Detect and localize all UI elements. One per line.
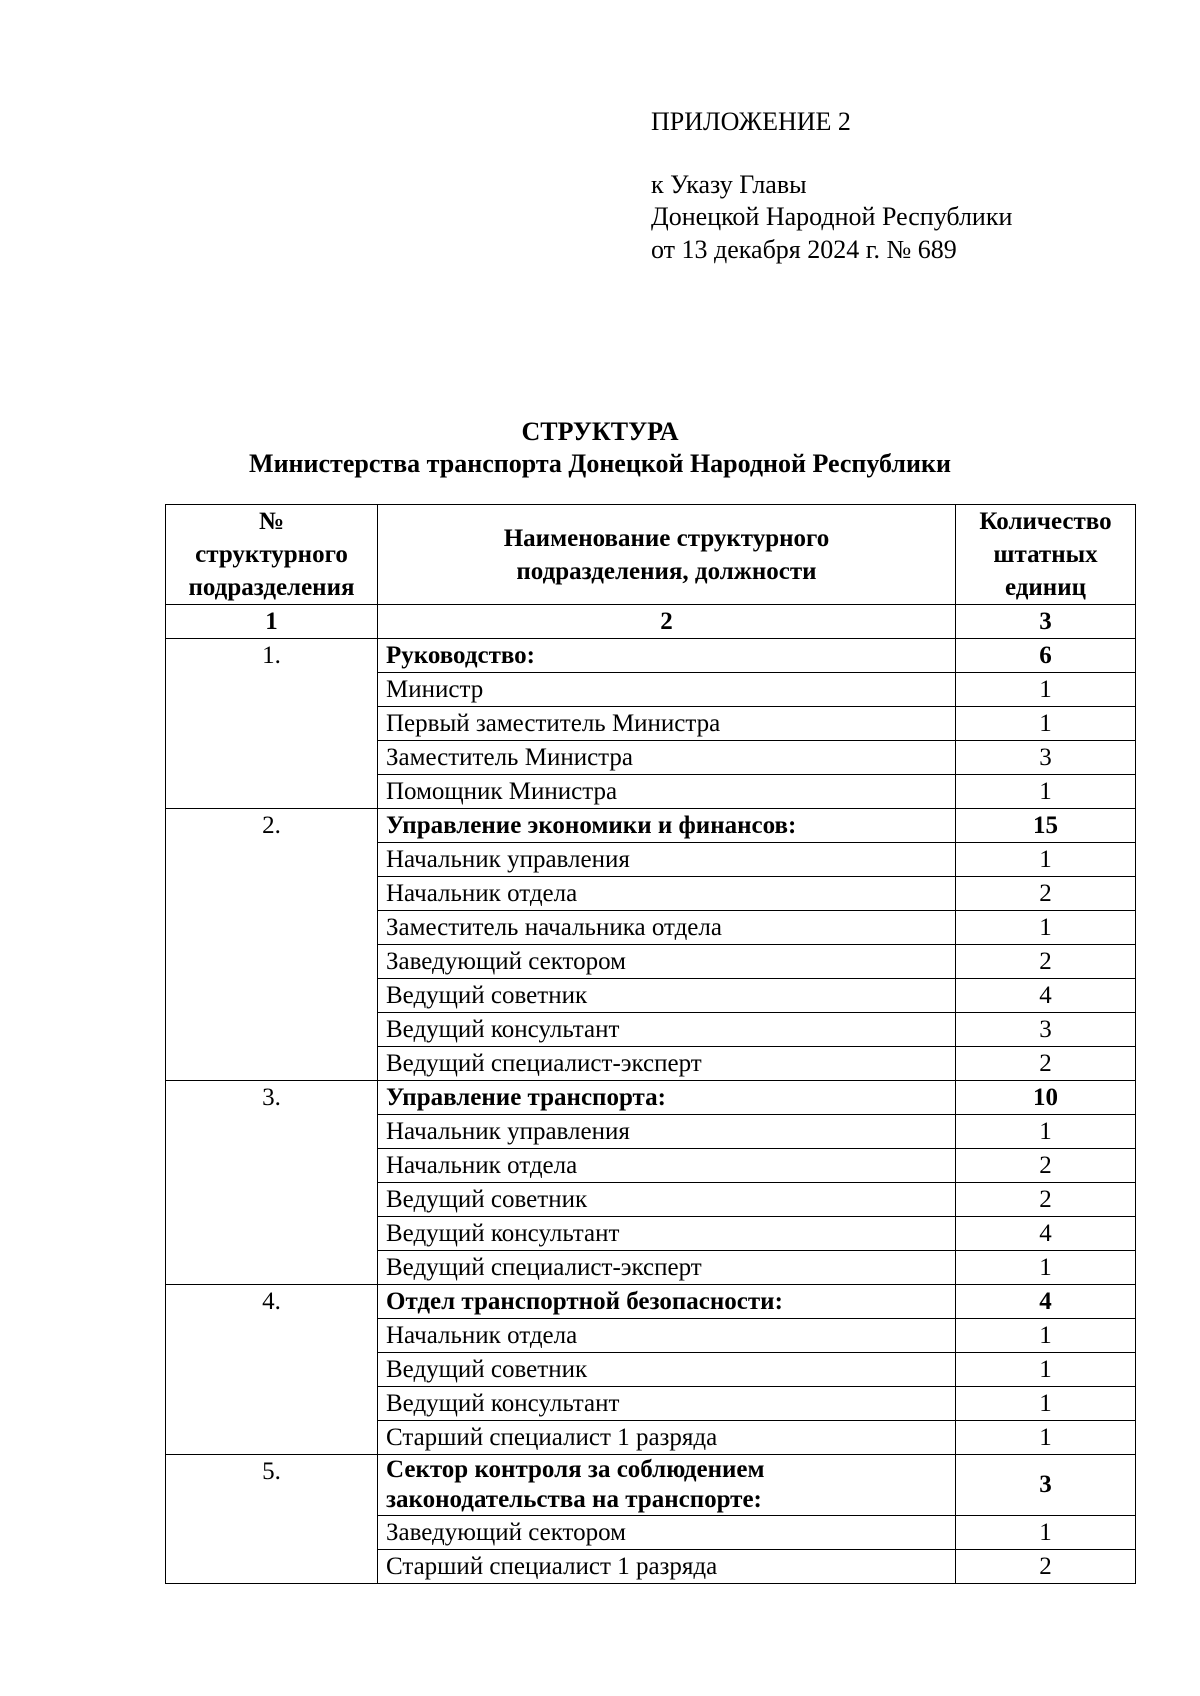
position-qty: 1 [956, 911, 1136, 945]
column-number: 2 [378, 605, 956, 639]
position-name: Заведующий сектором [378, 945, 956, 979]
position-qty: 2 [956, 1047, 1136, 1081]
section-name: Руководство: [378, 639, 956, 673]
section-name: Управление экономики и финансов: [378, 809, 956, 843]
position-qty: 1 [956, 1115, 1136, 1149]
section-total: 3 [956, 1455, 1136, 1516]
position-name: Заместитель начальника отдела [378, 911, 956, 945]
position-name: Старший специалист 1 разряда [378, 1421, 956, 1455]
position-qty: 4 [956, 1217, 1136, 1251]
position-qty: 1 [956, 1516, 1136, 1550]
header-unit-name-line: подразделения, должности [516, 557, 817, 585]
section-total: 15 [956, 809, 1136, 843]
position-name: Первый заместитель Министра [378, 707, 956, 741]
section-number: 4. [166, 1285, 378, 1455]
header-staff-count-line: Количество [979, 508, 1112, 535]
section-row [166, 1285, 1136, 1319]
document-subtitle: Министерства транспорта Донецкой Народной Республики [249, 449, 951, 478]
annex-reference-line-3: от 13 декабря 2024 г. № 689 [651, 234, 957, 264]
position-qty: 1 [956, 707, 1136, 741]
position-name: Начальник отдела [378, 1319, 956, 1353]
header-unit-name-line: Наименование структурного [503, 524, 830, 552]
section-number: 5. [166, 1455, 378, 1584]
section-name-line: законодательства на транспорте: [386, 1486, 762, 1513]
position-qty: 2 [956, 945, 1136, 979]
position-name: Старший специалист 1 разряда [378, 1550, 956, 1584]
annex-reference-line-1: к Указу Главы [651, 169, 807, 199]
position-qty: 3 [956, 1013, 1136, 1047]
position-qty: 4 [956, 979, 1136, 1013]
section-row [166, 809, 1136, 843]
header-staff-count-line: штатных [993, 541, 1098, 568]
position-name: Начальник отдела [378, 1149, 956, 1183]
section-name: Отдел транспортной безопасности: [378, 1285, 956, 1319]
column-number-row [166, 605, 1136, 639]
position-name: Ведущий консультант [378, 1387, 956, 1421]
position-name: Ведущий советник [378, 1183, 956, 1217]
position-name: Начальник управления [378, 843, 956, 877]
section-number: 1. [166, 639, 378, 809]
column-number: 3 [956, 605, 1136, 639]
position-qty: 1 [956, 775, 1136, 809]
position-name: Помощник Министра [378, 775, 956, 809]
position-name: Заместитель Министра [378, 741, 956, 775]
section-row [166, 639, 1136, 673]
header-staff-count-line: единиц [1004, 574, 1087, 601]
section-row [166, 1455, 1136, 1516]
position-name: Министр [378, 673, 956, 707]
position-name: Ведущий консультант [378, 1013, 956, 1047]
section-name [378, 1455, 956, 1516]
position-name: Ведущий советник [378, 979, 956, 1013]
position-name: Начальник отдела [378, 877, 956, 911]
position-name: Ведущий специалист-эксперт [378, 1047, 956, 1081]
document-title: СТРУКТУРА [521, 417, 679, 446]
annex-reference-line-2: Донецкой Народной Республики [651, 202, 1013, 231]
column-number: 1 [166, 605, 378, 639]
position-qty: 2 [956, 1149, 1136, 1183]
section-name-line: Сектор контроля за соблюдением [386, 1456, 765, 1483]
section-total: 6 [956, 639, 1136, 673]
position-name: Начальник управления [378, 1115, 956, 1149]
section-total: 10 [956, 1081, 1136, 1115]
section-name: Управление транспорта: [378, 1081, 956, 1115]
position-name: Ведущий советник [378, 1353, 956, 1387]
header-unit-number-line: структурного [195, 541, 348, 568]
position-qty: 1 [956, 1353, 1136, 1387]
position-qty: 2 [956, 1183, 1136, 1217]
section-number: 2. [166, 809, 378, 1081]
position-qty: 1 [956, 1421, 1136, 1455]
position-qty: 1 [956, 1251, 1136, 1285]
position-qty: 3 [956, 741, 1136, 775]
header-unit-number [166, 505, 378, 605]
position-name: Заведующий сектором [378, 1516, 956, 1550]
position-qty: 2 [956, 877, 1136, 911]
document-heading [0, 416, 1200, 480]
position-qty: 1 [956, 1319, 1136, 1353]
position-qty: 2 [956, 1550, 1136, 1584]
position-name: Ведущий специалист-эксперт [378, 1251, 956, 1285]
annex-title: ПРИЛОЖЕНИЕ 2 [651, 107, 851, 136]
header-unit-name [378, 505, 956, 605]
position-qty: 1 [956, 843, 1136, 877]
section-row [166, 1081, 1136, 1115]
section-number: 3. [166, 1081, 378, 1285]
header-staff-count [956, 505, 1136, 605]
annex-block [651, 106, 1012, 266]
header-unit-number-line: подразделения [188, 574, 355, 601]
position-qty: 1 [956, 1387, 1136, 1421]
structure-table [165, 504, 1136, 1584]
position-name: Ведущий консультант [378, 1217, 956, 1251]
position-qty: 1 [956, 673, 1136, 707]
header-unit-number-line: № [258, 508, 285, 535]
table-header-row [166, 505, 1136, 605]
section-total: 4 [956, 1285, 1136, 1319]
